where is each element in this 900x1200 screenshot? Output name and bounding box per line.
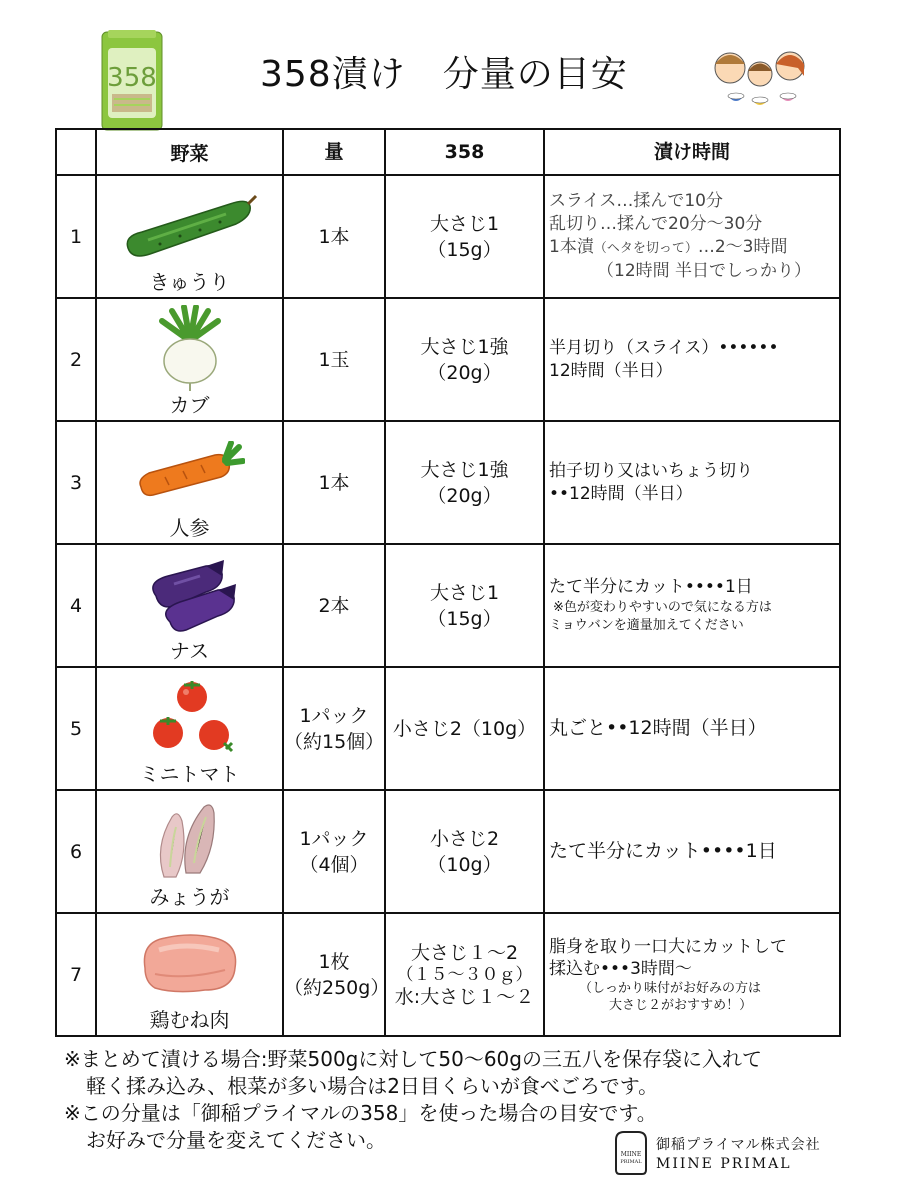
vegetable-name: ナス — [169, 639, 210, 663]
358-amount-text: 大さじ1 — [429, 212, 500, 235]
time-note: ミョウバンを適量加えてください — [549, 618, 744, 633]
note-line: 軽く揉み込み、根菜が多い場合は2日目くらいが食べごろです。 — [86, 1074, 659, 1098]
row-number: 1 — [56, 175, 96, 298]
table-row — [56, 913, 840, 1036]
time-note: ※色が変わりやすいので気になる方は — [553, 600, 772, 615]
family-illustration — [700, 44, 815, 114]
table-row — [56, 298, 840, 421]
row-number: 5 — [56, 667, 96, 790]
product-package-image — [100, 28, 164, 132]
358-amount-text: 大さじ１～2 — [410, 941, 519, 964]
row-number: 7 — [56, 913, 96, 1036]
vegetable-name: 鶏むね肉 — [149, 1008, 230, 1032]
company-logo — [612, 1130, 650, 1176]
time-line: たて半分にカット••••1日 — [549, 840, 777, 862]
row-number: 4 — [56, 544, 96, 667]
time-line: …2～3時間 — [697, 237, 788, 257]
row-number: 6 — [56, 790, 96, 913]
time-line: 半月切り（スライス）•••••• — [549, 337, 779, 358]
time-line: 拍子切り又はいちょう切り — [549, 460, 753, 481]
note-line: ※まとめて漬ける場合:野菜500gに対して50～60gの三五八を保存袋に入れて — [64, 1047, 762, 1071]
time-line: 脂身を取り一口大にカットして — [549, 936, 787, 957]
vegetable-name: 人参 — [169, 516, 210, 540]
note-line: お好みで分量を変えてください。 — [86, 1128, 386, 1152]
amount-text: 1パック — [299, 827, 369, 850]
header-358: 358 — [385, 129, 544, 175]
358-grams-text: （１５～３０ｇ） — [396, 964, 533, 985]
vegetable-name: カブ — [169, 393, 210, 417]
eggplant-icon — [140, 552, 240, 636]
svg-text:MIINE: MIINE — [620, 1151, 642, 1158]
pickling-guide-table — [55, 128, 841, 1037]
myoga-icon — [150, 797, 230, 883]
time-line: 丸ごと••12時間（半日） — [549, 717, 767, 739]
358-amount-text: 小さじ2 — [429, 827, 500, 850]
company-name-en: MIINE PRIMAL — [656, 1156, 792, 1172]
tomato-icon — [142, 677, 238, 757]
time-line: 揉込む•••3時間～ — [549, 958, 692, 979]
svg-text:PRIMAL: PRIMAL — [620, 1159, 642, 1165]
amount-sub-text: （約15個） — [284, 730, 385, 753]
358-grams-text: （10g） — [427, 853, 502, 876]
358-amount-text: 大さじ1強 — [420, 335, 509, 358]
header-no — [56, 129, 96, 175]
row-number: 3 — [56, 421, 96, 544]
cucumber-icon — [120, 190, 260, 260]
amount-text: 1パック — [299, 704, 369, 727]
header-amount: 量 — [283, 129, 385, 175]
time-line: たて半分にカット••••1日 — [549, 577, 753, 597]
time-line: 乱切り…揉んで20分～30分 — [549, 214, 763, 234]
358-amount-text: 大さじ1強 — [420, 458, 509, 481]
svg-text:358: 358 — [107, 63, 157, 93]
table-row — [56, 175, 840, 298]
header-time: 漬け時間 — [544, 129, 840, 175]
time-line: 1本漬 — [549, 237, 594, 257]
amount-text: 1本 — [318, 225, 350, 248]
table-row — [56, 421, 840, 544]
amount-text: 1枚 — [318, 950, 350, 973]
amount-sub-text: （4個） — [299, 853, 369, 876]
chicken-breast-icon — [135, 928, 245, 998]
time-line: （12時間 半日でしっかり） — [597, 261, 812, 281]
table-header-row — [56, 129, 840, 175]
vegetable-name: きゅうり — [149, 270, 230, 294]
amount-text: 1玉 — [318, 348, 350, 371]
358-amount-text: 小さじ2（10g） — [392, 717, 537, 740]
358-grams-text: （15g） — [427, 607, 502, 630]
page-title: 358漬け 分量の目安 — [260, 54, 628, 95]
table-row — [56, 667, 840, 790]
358-water-text: 水:大さじ１～２ — [394, 985, 535, 1008]
time-line: スライス…揉んで10分 — [549, 191, 723, 211]
time-line: 12時間（半日） — [549, 360, 673, 381]
note-line: ※この分量は「御稲プライマルの358」を使った場合の目安です。 — [64, 1101, 657, 1125]
358-grams-text: （15g） — [427, 238, 502, 261]
table-row — [56, 544, 840, 667]
vegetable-name: ミニトマト — [139, 762, 240, 786]
carrot-icon — [135, 441, 245, 501]
amount-text: 2本 — [318, 594, 350, 617]
table-row — [56, 790, 840, 913]
vegetable-name: みょうが — [149, 885, 230, 909]
company-signature — [612, 1128, 842, 1178]
company-name-jp: 御稲プライマル株式会社 — [656, 1137, 821, 1153]
row-number: 2 — [56, 298, 96, 421]
turnip-icon — [150, 305, 230, 391]
amount-text: 1本 — [318, 471, 350, 494]
time-note: （しっかり味付がお好みの方は — [579, 980, 762, 996]
358-amount-text: 大さじ1 — [429, 581, 500, 604]
time-note: 大さじ２がおすすめ！） — [609, 997, 753, 1013]
header-vegetable: 野菜 — [96, 129, 283, 175]
time-line: ••12時間（半日） — [549, 483, 693, 504]
358-grams-text: （20g） — [427, 484, 502, 507]
amount-sub-text: （約250g） — [284, 976, 390, 999]
358-grams-text: （20g） — [427, 361, 502, 384]
time-line-small: （ヘタを切って） — [593, 241, 698, 256]
